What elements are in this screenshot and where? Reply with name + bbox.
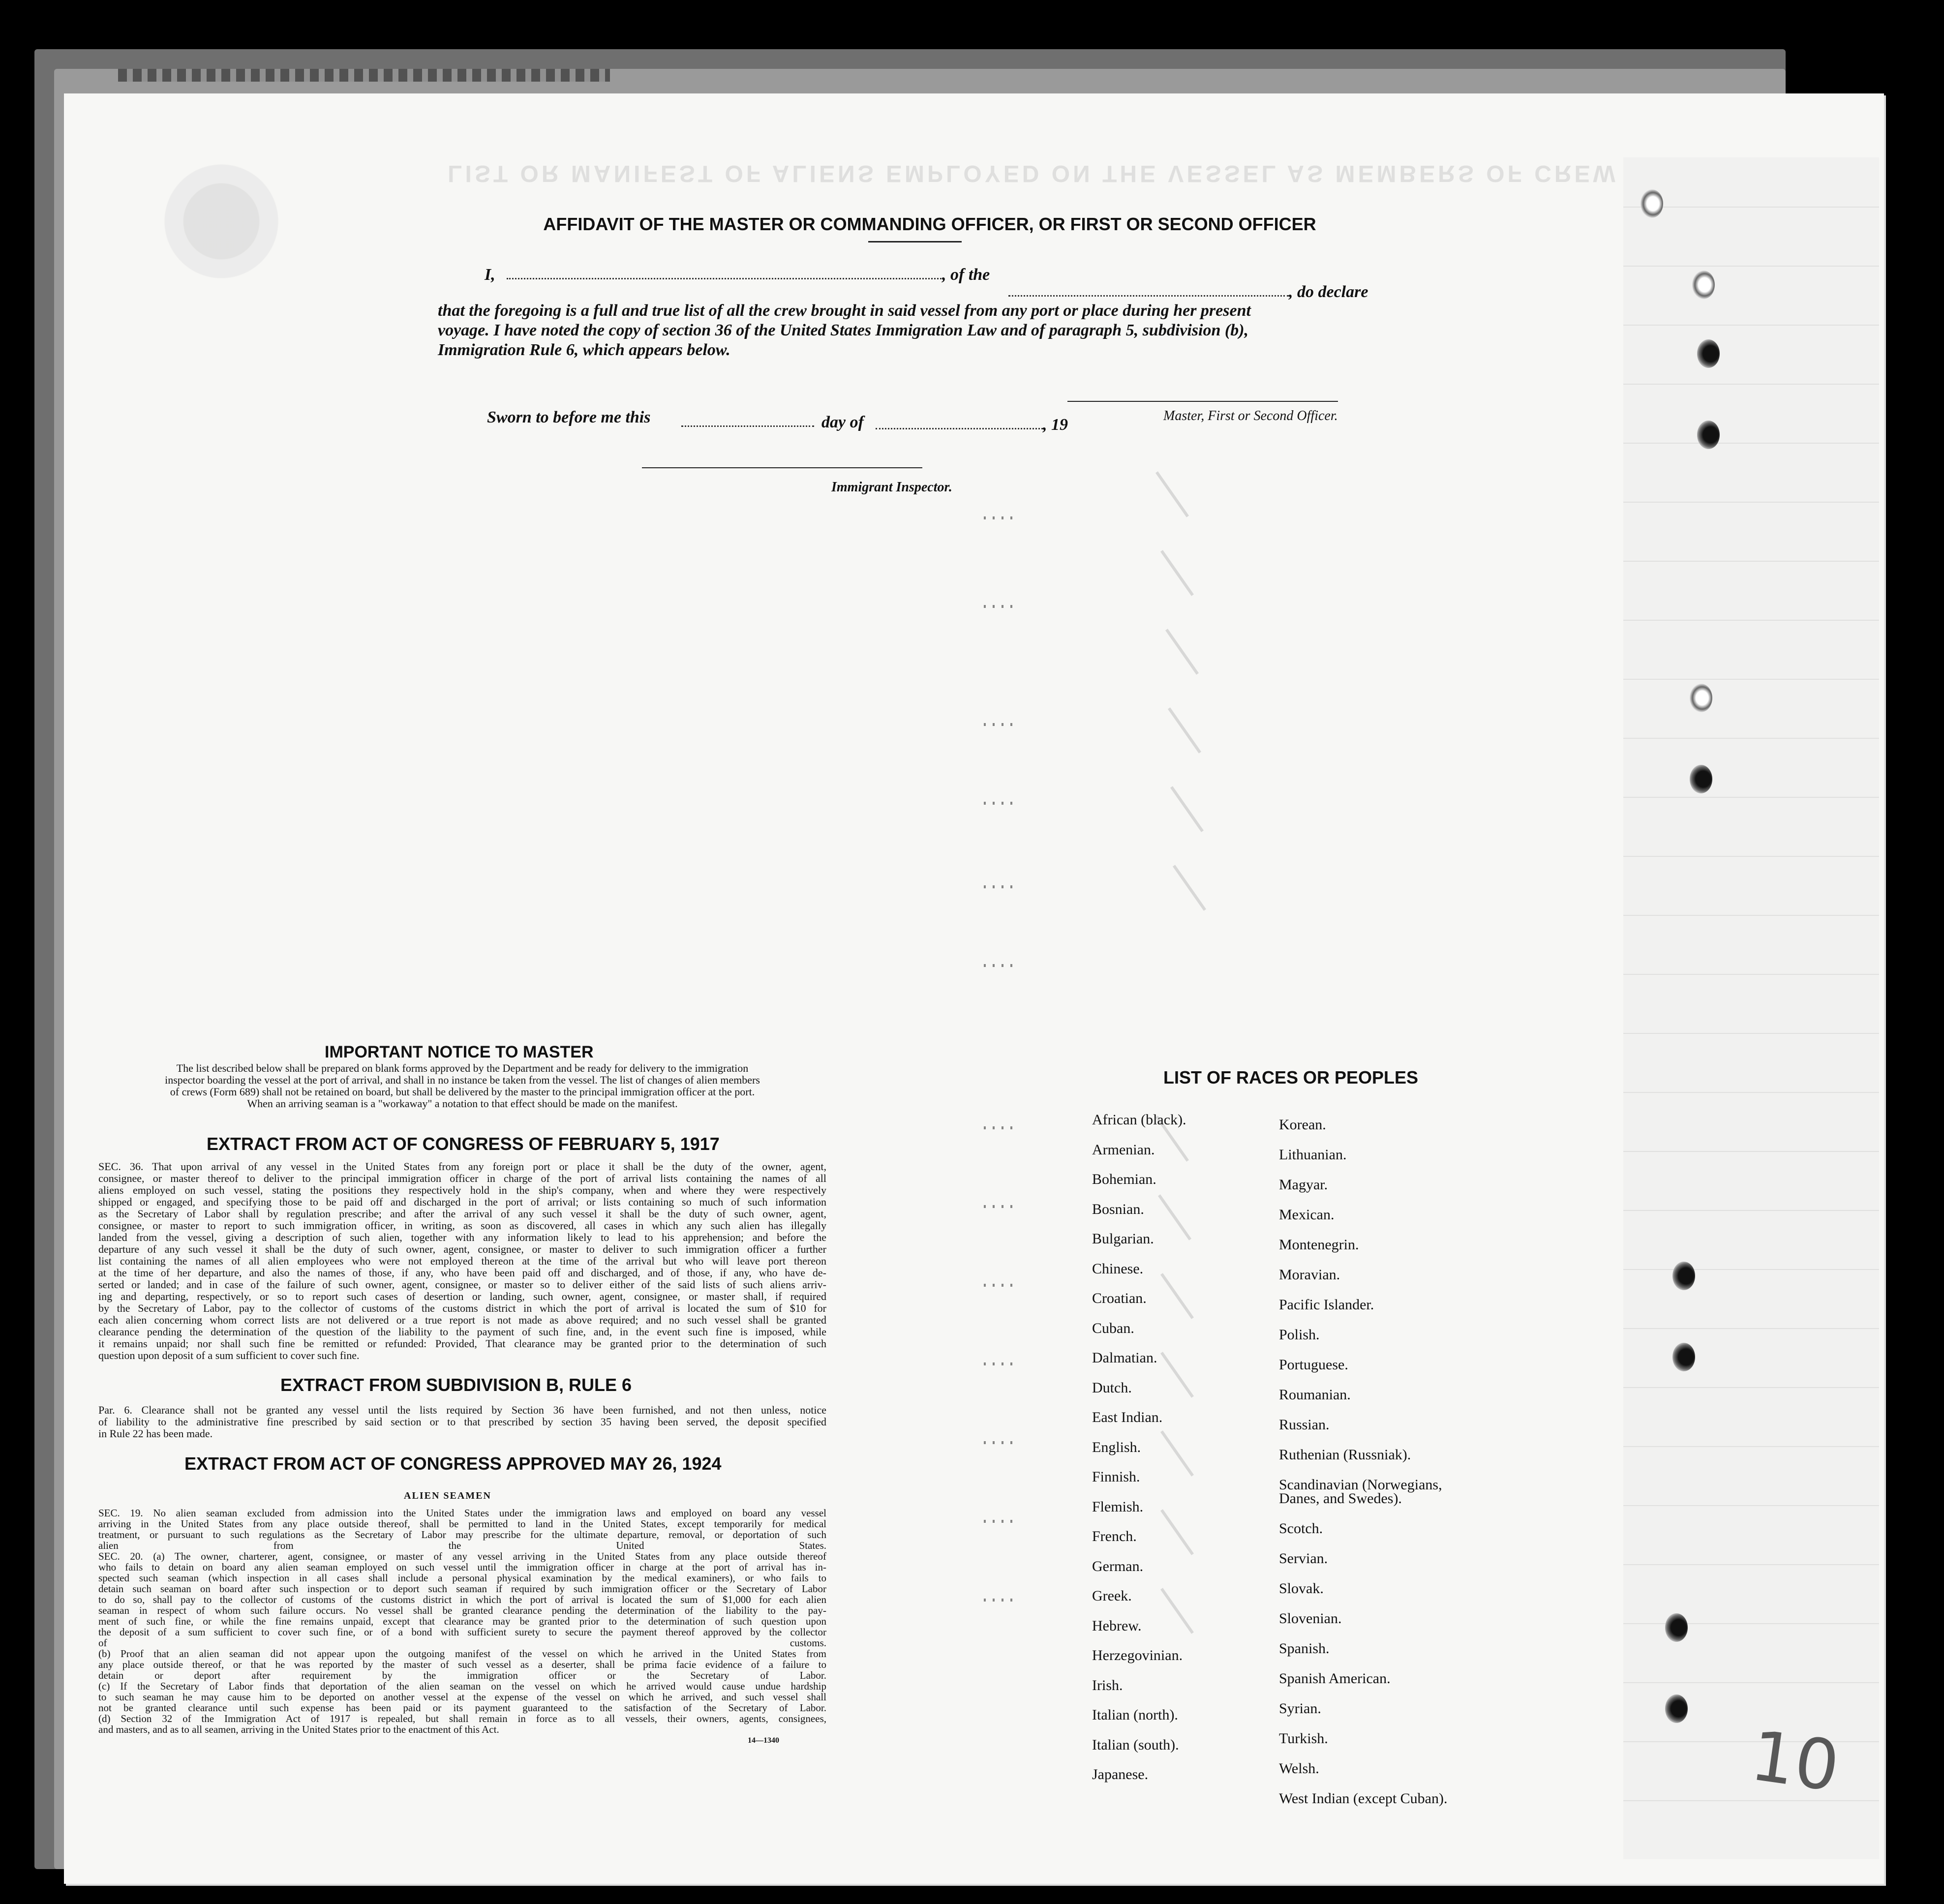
top-sheet-edge bbox=[118, 69, 610, 82]
race-item: Roumanian. bbox=[1279, 1387, 1351, 1403]
race-item: Bulgarian. bbox=[1092, 1231, 1154, 1247]
paragraph-line: question upon deposit of a sum sufficient to cover such fine. bbox=[98, 1349, 360, 1361]
affidavit-line: voyage. I have noted the copy of section 36 of the United States Immigration Law and of paragraph 5, subdivision (b), bbox=[438, 321, 1249, 339]
paragraph-line: list containing the names of all alien employees who were not employed thereon at the time of the arrival but who will leave port thereon bbox=[98, 1255, 826, 1267]
notice-title: IMPORTANT NOTICE TO MASTER bbox=[325, 1043, 594, 1061]
affidavit-i: I, bbox=[485, 266, 495, 284]
paragraph-line: arriving in the United States from any place outside thereof, shall be permitted to land in the United States, except temporarily for medical bbox=[98, 1518, 826, 1530]
punch-hole bbox=[1697, 339, 1720, 368]
affidavit-line: Immigration Rule 6, which appears below. bbox=[438, 341, 730, 359]
race-item: Turkish. bbox=[1279, 1730, 1328, 1747]
paragraph-line: of liability to the administrative fine prescribed by said section or to that prescribed by section 35 having been served, the deposit specified bbox=[98, 1416, 826, 1428]
race-item: Slovak. bbox=[1279, 1580, 1324, 1597]
paragraph-line: shipped or engaged, and specifying those to be paid off and discharged in the port of arrival; or lists containing so much of such information bbox=[98, 1196, 826, 1208]
affidavit-declare: , do declare bbox=[1289, 283, 1368, 301]
race-item: Portuguese. bbox=[1279, 1357, 1348, 1373]
paragraph-line: spected such seaman (which inspection in all cases shall include a personal physical examination by the medical examiners), or who fails to bbox=[98, 1572, 826, 1584]
race-item: Hebrew. bbox=[1092, 1617, 1142, 1634]
day-of-text: day of bbox=[821, 413, 864, 431]
inspector-label: Immigrant Inspector. bbox=[831, 480, 952, 495]
paragraph-line: detain or deport after requirement by the immigration officer or the Secretary of Labor. bbox=[98, 1669, 826, 1681]
paragraph-line: the deposit of a sum sufficient to cover such fine, or of a bond with sufficient surety to secure the payment thereof approved by the collector bbox=[98, 1626, 826, 1638]
bleed-dots bbox=[984, 1126, 1013, 1129]
paragraph-line: (d) Section 32 of the Immigration Act of 1917 is repealed, but shall remain in force as to all vessels, their owners, agents, consignees, bbox=[98, 1713, 826, 1724]
race-item: Cuban. bbox=[1092, 1320, 1134, 1336]
bleed-dots bbox=[984, 1441, 1013, 1444]
race-item: East Indian. bbox=[1092, 1409, 1163, 1425]
bleed-through-seal bbox=[152, 157, 290, 285]
paragraph-line: and masters, and as to all seamen, arriving in the United States prior to the enactment of this Act. bbox=[98, 1723, 499, 1735]
race-item: Ruthenian (Russniak). bbox=[1279, 1447, 1411, 1463]
bleed-through-text: LIST OR MANIFEST OF ALIENS EMPLOYED ON THE VESSEL AS MEMBERS OF CREW bbox=[448, 160, 1618, 186]
paragraph-line: of customs. bbox=[98, 1637, 826, 1649]
bleed-dots bbox=[984, 802, 1013, 805]
paragraph-line: consignee, or master thereof to deliver to the principal immigration officer in charge of the port of arrival lists containing the names of all bbox=[98, 1172, 826, 1184]
paragraph-line: aliens employed on such vessel, stating the positions they respectively hold in the ship's company, when and where they were respectively bbox=[98, 1184, 826, 1196]
race-item: Bohemian. bbox=[1092, 1171, 1156, 1187]
race-item: Danes, and Swedes). bbox=[1279, 1490, 1402, 1507]
race-item: Pacific Islander. bbox=[1279, 1297, 1374, 1313]
race-item: Finnish. bbox=[1092, 1469, 1140, 1485]
race-item: Magyar. bbox=[1279, 1177, 1328, 1193]
bleed-dots bbox=[984, 516, 1013, 519]
race-item: Dutch. bbox=[1092, 1379, 1132, 1396]
paragraph-line: to such seaman he may cause him to be deported on another vessel at the expense of the vessel on which he arrived, and such vessel shall bbox=[98, 1691, 826, 1703]
race-item: Irish. bbox=[1092, 1677, 1123, 1693]
race-item: Slovenian. bbox=[1279, 1610, 1342, 1627]
race-item: Croatian. bbox=[1092, 1290, 1147, 1306]
notice-line: The list described below shall be prepared on blank forms approved by the Department and be ready for delivery to the immigration bbox=[176, 1062, 749, 1074]
paragraph-line: (c) If the Secretary of Labor finds that deportation of the alien seaman on the vessel on which he arrived would cause undue hardship bbox=[98, 1680, 826, 1692]
punch-hole bbox=[1665, 1694, 1688, 1723]
race-item: Armenian. bbox=[1092, 1141, 1155, 1158]
paragraph-line: ing and departing, respectively, or so to report such cases of desertion or landing, such owner, agent, consignee, or master shall, if required bbox=[98, 1290, 826, 1302]
notice-line: inspector boarding the vessel at the port of arrival, and shall in no instance be taken from the vessel. The list of changes of alien members bbox=[165, 1074, 760, 1086]
race-item: Mexican. bbox=[1279, 1207, 1335, 1223]
notice-line: When an arriving seaman is a "workaway" a notation to that effect should be made on the manifest. bbox=[247, 1097, 678, 1110]
race-item: Polish. bbox=[1279, 1327, 1320, 1343]
sworn-day-line[interactable] bbox=[681, 425, 814, 427]
race-item: African (black). bbox=[1092, 1112, 1186, 1128]
race-item: Welsh. bbox=[1279, 1760, 1319, 1777]
notice-line: of crews (Form 689) shall not be retained on board, but shall be delivered by the master to the principal immigration officer at the port. bbox=[170, 1086, 755, 1098]
paragraph-line: not be granted clearance until such expense has been paid or its payment guaranteed to the satisfaction of the Secretary of Labor. bbox=[98, 1702, 826, 1714]
race-item: Russian. bbox=[1279, 1417, 1330, 1433]
race-item: Montenegrin. bbox=[1279, 1237, 1359, 1253]
race-item: Scandinavian (Norwegians, bbox=[1279, 1477, 1442, 1493]
bleed-dots bbox=[984, 723, 1013, 726]
paragraph-line: alien from the United States. bbox=[98, 1540, 826, 1551]
form-number: 14—1340 bbox=[748, 1736, 779, 1745]
handwritten-number: 10 bbox=[1746, 1716, 1844, 1808]
paragraph-line: SEC. 19. No alien seaman excluded from admission into the United States under the immigration laws and employed on board any vessel bbox=[98, 1507, 826, 1519]
paragraph-line: consignee, or master to report to such immigration officer, in writing, as soon as discovered, all cases in which any such alien has illegally bbox=[98, 1219, 826, 1232]
paragraph-line: Par. 6. Clearance shall not be granted any vessel until the lists required by Section 36 have been furnished, and not then unless, notice bbox=[98, 1404, 826, 1416]
bleed-through-grid bbox=[1623, 157, 1879, 1859]
paragraph-line: serted or landed; and in case of the failure of such owner, agent, consignee, or master so to deliver either of the said lists of such aliens arriv- bbox=[98, 1278, 826, 1291]
race-item: French. bbox=[1092, 1528, 1137, 1544]
paragraph-line: to do so, shall pay to the collector of customs of the customs district in which the port of arrival is located the sum of $1,000 for each alien bbox=[98, 1594, 826, 1605]
race-item: Japanese. bbox=[1092, 1766, 1149, 1783]
race-item: Herzegovinian. bbox=[1092, 1647, 1183, 1663]
race-item: Chinese. bbox=[1092, 1260, 1144, 1277]
extract-1924-title: EXTRACT FROM ACT OF CONGRESS APPROVED MAY 26, 1924 bbox=[184, 1453, 722, 1474]
bleed-dots bbox=[984, 964, 1013, 967]
paragraph-line: (b) Proof that an alien seaman did not appear upon the outgoing manifest of the vessel on which he arrived in the United States from bbox=[98, 1648, 826, 1660]
year-text: , 19 bbox=[1043, 416, 1068, 434]
master-name-line[interactable] bbox=[507, 278, 944, 279]
race-item: German. bbox=[1092, 1558, 1144, 1574]
punch-hole bbox=[1665, 1613, 1688, 1642]
race-item: Korean. bbox=[1279, 1117, 1326, 1133]
bleed-dots bbox=[984, 1284, 1013, 1287]
race-item: Dalmatian. bbox=[1092, 1350, 1157, 1366]
paragraph-line: treatment, or pursuant to such regulations as the Secretary of Labor may prescribe for the ultimate departure, removal, or deportation of such bbox=[98, 1529, 826, 1541]
extract-rule6-title: EXTRACT FROM SUBDIVISION B, RULE 6 bbox=[280, 1375, 632, 1395]
race-item: Spanish American. bbox=[1279, 1670, 1391, 1687]
paragraph-line: seaman in respect of whom such failure occurs. No vessel shall be granted clearance pending the determination of the liability to the pay- bbox=[98, 1604, 826, 1616]
punch-hole bbox=[1690, 765, 1712, 793]
race-item: Lithuanian. bbox=[1279, 1147, 1347, 1163]
paragraph-line: by the Secretary of Labor, pay to the collector of customs of the customs district in which the port of arrival is located the sum of $10 for bbox=[98, 1302, 826, 1314]
affidavit-of-the: , of the bbox=[942, 266, 990, 284]
paragraph-line: ment of such fine, or while the fine remains unpaid, except that clearance may be granted prior to the determination of such question upon bbox=[98, 1615, 826, 1627]
race-item: Servian. bbox=[1279, 1550, 1328, 1567]
race-item: Scotch. bbox=[1279, 1520, 1323, 1537]
paragraph-line: departure of any such vessel it shall be the duty of such owner, agent, consignee, or master to deliver to such immigration officer a further bbox=[98, 1243, 826, 1255]
punch-hole bbox=[1697, 421, 1720, 449]
race-item: Italian (north). bbox=[1092, 1707, 1178, 1723]
alien-seamen-subtitle: ALIEN SEAMEN bbox=[404, 1490, 491, 1501]
paragraph-line: SEC. 20. (a) The owner, charterer, agent, consignee, or master of any vessel arriving in the United States from any place outside thereof bbox=[98, 1550, 826, 1562]
paragraph-line: clearance pending the determination of the question of the liability to the payment of such fine, and, in the event such fine is imposed, while bbox=[98, 1326, 826, 1338]
paragraph-line: at the time of her departure, and also the names of those, if any, who have been paid off and discharged, and of those, if any, who have de- bbox=[98, 1267, 826, 1279]
signature-label: Master, First or Second Officer. bbox=[1163, 408, 1338, 423]
bleed-dots bbox=[984, 1362, 1013, 1365]
bleed-dots bbox=[984, 1599, 1013, 1602]
bleed-dots bbox=[984, 1520, 1013, 1523]
races-title: LIST OF RACES OR PEOPLES bbox=[1163, 1067, 1419, 1088]
affidavit-line: that the foregoing is a full and true list of all the crew brought in said vessel from any port or place during her present bbox=[438, 302, 1251, 320]
race-item: Spanish. bbox=[1279, 1640, 1330, 1657]
paragraph-line: who fails to detain on board any alien seaman employed on such vessel until the immigration officer in charge at the port of arrival has in- bbox=[98, 1561, 826, 1573]
race-item: Bosnian. bbox=[1092, 1201, 1144, 1217]
title-underline bbox=[868, 241, 962, 242]
paragraph-line: as the Secretary of Labor shall by regulation prescribe; and after the arrival of any such vessel it shall be the duty of such owner, agent, bbox=[98, 1208, 826, 1220]
race-item: English. bbox=[1092, 1439, 1141, 1455]
inspector-signature-line[interactable] bbox=[642, 467, 922, 468]
paragraph-line: any place outside thereof, or that he was reported by the master of such vessel as a deserter, shall be prima facie evidence of a failure to bbox=[98, 1659, 826, 1670]
race-item: Flemish. bbox=[1092, 1498, 1144, 1515]
paragraph-line: detain such seaman on board after such inspection or to deport such seaman if required by such immigration officer or the Secretary of Labor bbox=[98, 1583, 826, 1595]
bleed-dots bbox=[984, 1205, 1013, 1208]
paragraph-line: landed from the vessel, giving a description of such alien, together with any information likely to lead to his apprehension; and before the bbox=[98, 1231, 826, 1243]
race-item: Greek. bbox=[1092, 1588, 1132, 1604]
punch-hole bbox=[1672, 1262, 1695, 1290]
affidavit-title: AFFIDAVIT OF THE MASTER OR COMMANDING OFFICER, OR FIRST OR SECOND OFFICER bbox=[543, 214, 1316, 234]
sworn-text: Sworn to before me this bbox=[487, 408, 651, 426]
vessel-name-line[interactable] bbox=[1008, 295, 1289, 297]
race-item: Syrian. bbox=[1279, 1700, 1321, 1717]
race-item: Moravian. bbox=[1279, 1267, 1340, 1283]
punch-hole bbox=[1672, 1343, 1695, 1371]
punch-hole bbox=[1690, 684, 1712, 712]
paragraph-line: SEC. 36. That upon arrival of any vessel in the United States from any foreign port or place it shall be the duty of the owner, agent, bbox=[98, 1160, 826, 1173]
bleed-dots bbox=[984, 885, 1013, 888]
punch-hole bbox=[1640, 189, 1663, 218]
extract-1917-title: EXTRACT FROM ACT OF CONGRESS OF FEBRUARY 5, 1917 bbox=[207, 1134, 720, 1154]
race-item: West Indian (except Cuban). bbox=[1279, 1790, 1448, 1807]
bleed-dots bbox=[984, 605, 1013, 608]
signature-line[interactable] bbox=[1067, 401, 1338, 402]
race-item: Italian (south). bbox=[1092, 1736, 1179, 1753]
sworn-month-line[interactable] bbox=[876, 428, 1043, 429]
paragraph-line: in Rule 22 has been made. bbox=[98, 1427, 213, 1440]
paragraph-line: each alien concerning whom correct lists are not delivered or a true report is not made as above required; and no such vessel shall be granted bbox=[98, 1314, 826, 1326]
punch-hole bbox=[1692, 271, 1715, 299]
paragraph-line: it remains unpaid; nor shall such fine be remitted or refunded: Provided, That clearance may be granted prior to the determination of such bbox=[98, 1337, 826, 1350]
